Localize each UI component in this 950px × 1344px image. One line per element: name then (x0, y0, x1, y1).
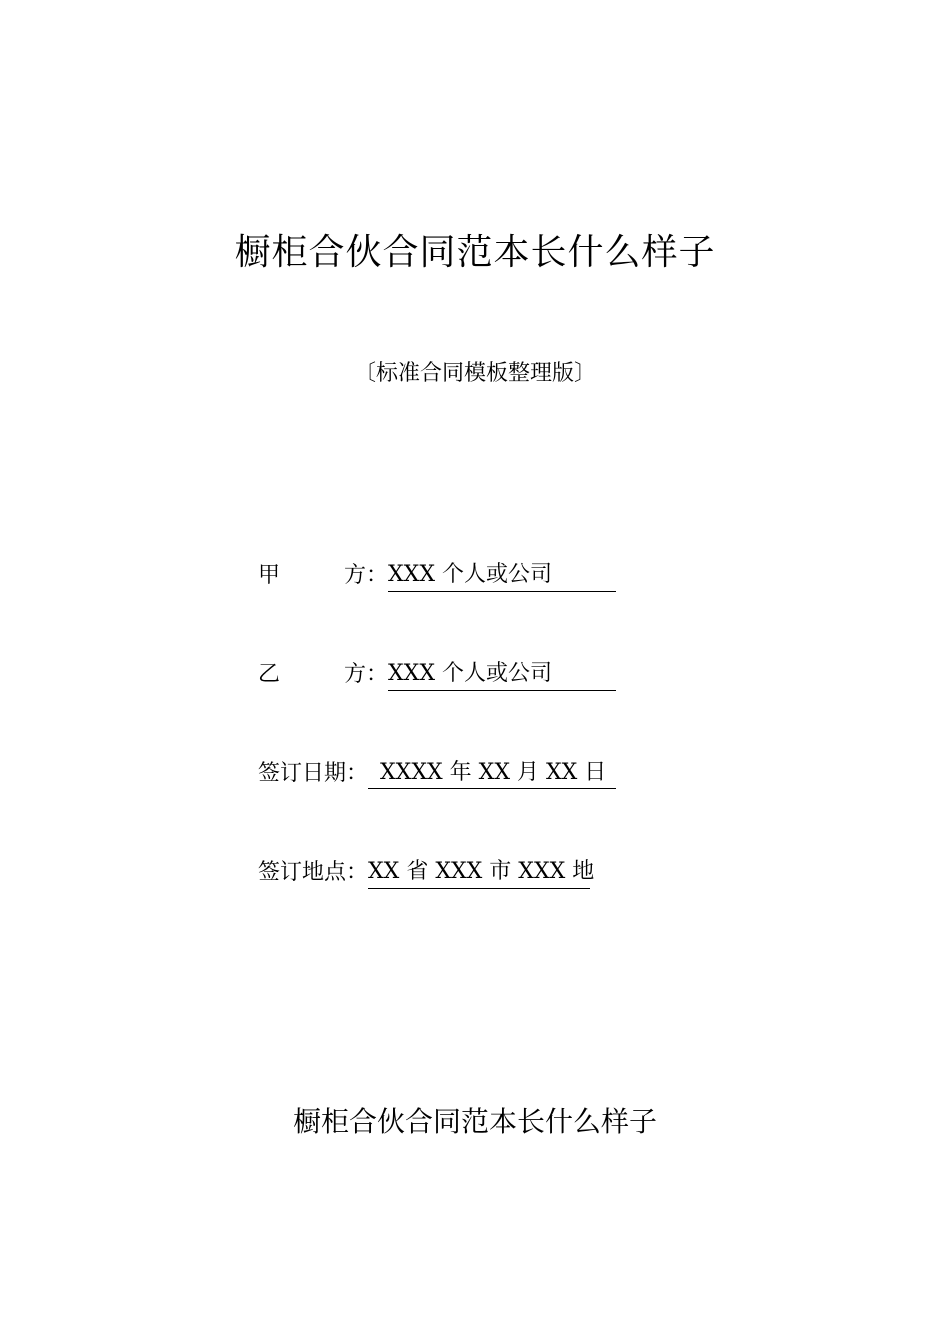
party-a-label-char: 甲 (258, 563, 281, 588)
footer-title: 橱柜合伙合同范本长什么样子 (292, 1105, 657, 1138)
document-subtitle: 〔标准合同模板整理版〕 (353, 361, 596, 386)
sign-place-label: 签订地点： (258, 860, 369, 885)
sign-date-label: 签订日期： (258, 761, 369, 786)
party-a-label (258, 559, 388, 593)
document-title: 橱柜合伙合同范本长什么样子 (234, 232, 716, 273)
party-b-label-char: 乙 (258, 662, 281, 687)
party-b-label-suffix: 方： (343, 662, 388, 687)
sign-place-field (258, 856, 595, 890)
sign-date-field (258, 757, 616, 791)
sign-place-value: XX 省 XXX 市 XXX 地 (368, 856, 590, 889)
party-b-label (258, 658, 388, 692)
party-a-field (258, 559, 616, 593)
sign-date-value: XXXX 年 XX 月 XX 日 (368, 757, 616, 789)
party-a-label-suffix: 方： (343, 563, 388, 588)
party-b-value: XXX 个人或公司 (388, 658, 616, 691)
party-b-field (258, 658, 616, 692)
party-a-value: XXX 个人或公司 (388, 559, 616, 592)
